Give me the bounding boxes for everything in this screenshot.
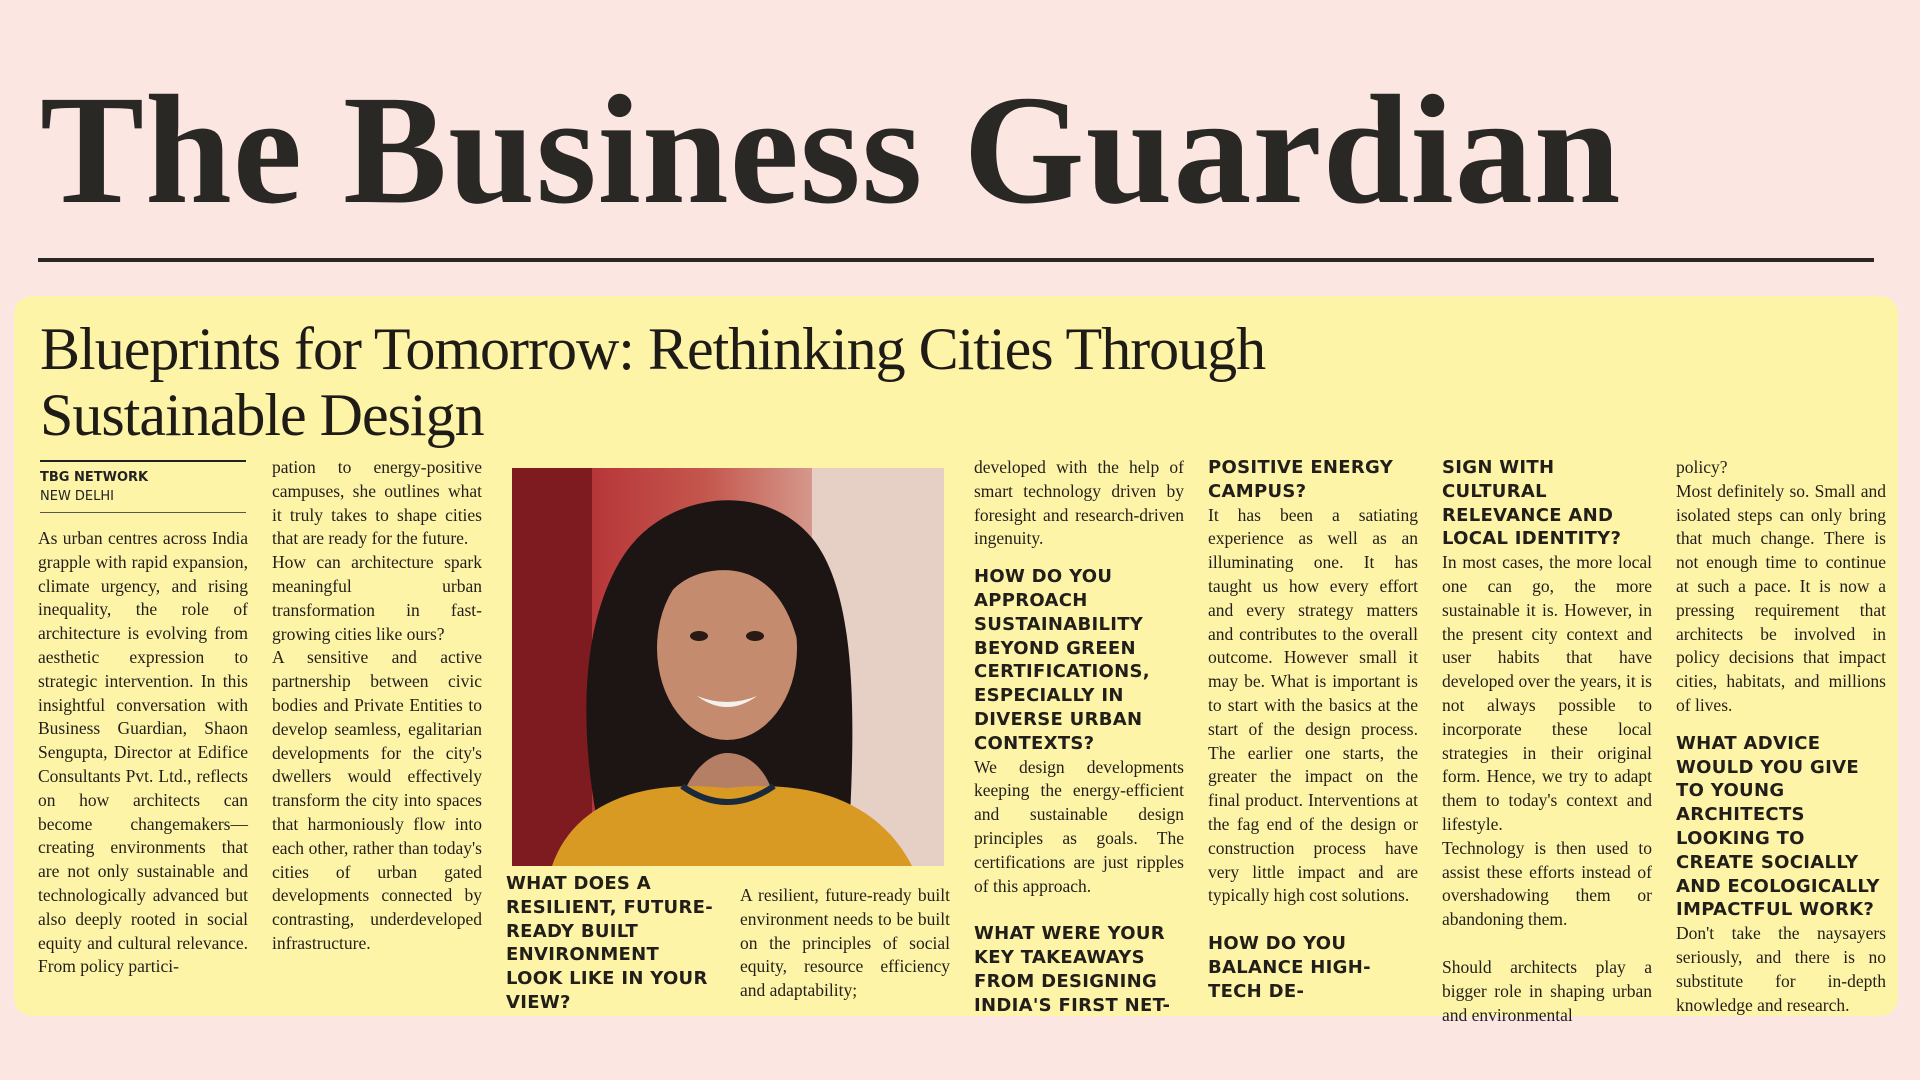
answer-advice: Don't take the naysayers seriously, and there is no substitute for in-depth knowledge and research. — [1676, 923, 1886, 1015]
headline — [40, 316, 1740, 448]
answer-urban-transformation: A sensitive and active partnership between civic bodies and Private Entities to develop seamless, egalitarian developments for the city's dwellers would effectively transform the city into spaces that harmoniously flow into each other, rather than today's cities of urban gated developments connected by contrasting, underdeveloped infrastructure. — [272, 647, 482, 953]
answer-takeaways: It has been a satiating experience as well as an illuminating one. It has taught us how every effort and every strategy matters and contributes to the overall outcome. However small it may be. What is important is to start with the basics at the start of the design process. The earlier one starts, the greater the impact on the final product. Interventions at the fag end of the design or construction process have very little impact and are typically high cost solutions. — [1208, 504, 1418, 906]
column-1 — [38, 527, 248, 979]
byline-place: NEW DELHI — [40, 489, 115, 504]
question-sustainability: HOW DO YOU APPROACH SUSTAINABILITY BEYOND GREEN CERTIFICATIONS, ESPECIALLY IN DIVERSE URBAN CONTEXTS? — [974, 566, 1150, 754]
column-3-answer — [740, 884, 950, 1003]
question-urban-transformation: How can architecture spark meaningful urban transformation in fast-growing cities like ours? — [272, 552, 482, 644]
question-resilient: WHAT DOES A RESILIENT, FUTURE-READY BUILT ENVIRONMENT LOOK LIKE IN YOUR VIEW? — [506, 873, 713, 1013]
intro-paragraph: As urban centres across India grapple with rapid expansion, climate urgency, and rising inequality, the role of architecture is evolving from aesthetic expression to strategic intervention. In this insightful conversation with Business Guardian, Shaon Sengupta, Director at Edifice Consultants Pvt. Ltd., reflects on how architects can become changemakers—creating environments that are not only sustainable and technologically advanced but also deeply rooted in social equity and cultural relevance. From policy partici- — [38, 528, 248, 977]
column-3-question — [506, 872, 716, 1015]
intro-continued: pation to energy-positive campuses, she outlines what it truly takes to shape cities that are ready for the future. — [272, 457, 482, 549]
masthead-rule — [38, 258, 1874, 262]
interviewee-photo — [512, 468, 944, 866]
column-5 — [1208, 456, 1418, 1004]
byline-rule-bottom — [40, 512, 246, 513]
answer-resilient-cont: developed with the help of smart technology driven by foresight and research-driven ingenuity. — [974, 457, 1184, 549]
column-7 — [1676, 456, 1886, 1017]
answer-resilient: A resilient, future-ready built environment needs to be built on the principles of social equity, resource efficiency and adaptability; — [740, 885, 950, 1001]
answer-policy: Most definitely so. Small and isolated steps can only bring that much change. There is not enough time to continue at such a pace. It is now a pressing requirement that architects be involved in policy decisions that impact cities, habitats, and millions of lives. — [1676, 480, 1886, 715]
question-advice: WHAT ADVICE WOULD YOU GIVE TO YOUNG ARCHITECTS LOOKING TO CREATE SOCIALLY AND ECOLOGICALLY IMPACTFUL WORK? — [1676, 732, 1880, 921]
headline-line-2: Sustainable Design — [40, 382, 484, 448]
question-balance: HOW DO YOU BALANCE HIGH-TECH DE- — [1208, 933, 1371, 1002]
byline-network: TBG NETWORK — [40, 470, 149, 485]
question-balance-cont: SIGN WITH CULTURAL RELEVANCE AND LOCAL IDENTITY? — [1442, 457, 1622, 550]
answer-sustainability: We design developments keeping the energy-efficient and sustainable design principles as goals. The certifications are just ripples of this approach. — [974, 756, 1184, 896]
question-takeaways: WHAT WERE YOUR KEY TAKEAWAYS FROM DESIGNING INDIA'S FIRST NET- — [974, 923, 1171, 1016]
question-policy-cont: policy? — [1676, 457, 1728, 477]
column-4 — [974, 456, 1184, 1018]
answer-balance: In most cases, the more local one can go, the more sustainable it is. However, in the present city context and user habits that have developed over the years, it is not always possible to incorporate these local strategies in their original form. Hence, we try to adapt them to today's context and lifestyle. — [1442, 552, 1652, 834]
question-policy: Should architects play a bigger role in shaping urban and environmental — [1442, 956, 1652, 1025]
column-2 — [272, 456, 482, 956]
answer-balance-technology: Technology is then used to assist these efforts instead of overshadowing them or abandoning them. — [1442, 837, 1652, 930]
byline-rule — [40, 460, 246, 462]
column-6 — [1442, 456, 1652, 1027]
masthead-title: The Business Guardian — [40, 63, 1622, 236]
headline-line-1: Blueprints for Tomorrow: Rethinking Cities Through — [40, 316, 1266, 382]
question-takeaways-cont: POSITIVE ENERGY CAMPUS? — [1208, 457, 1394, 502]
portrait-photo-icon — [512, 468, 944, 866]
